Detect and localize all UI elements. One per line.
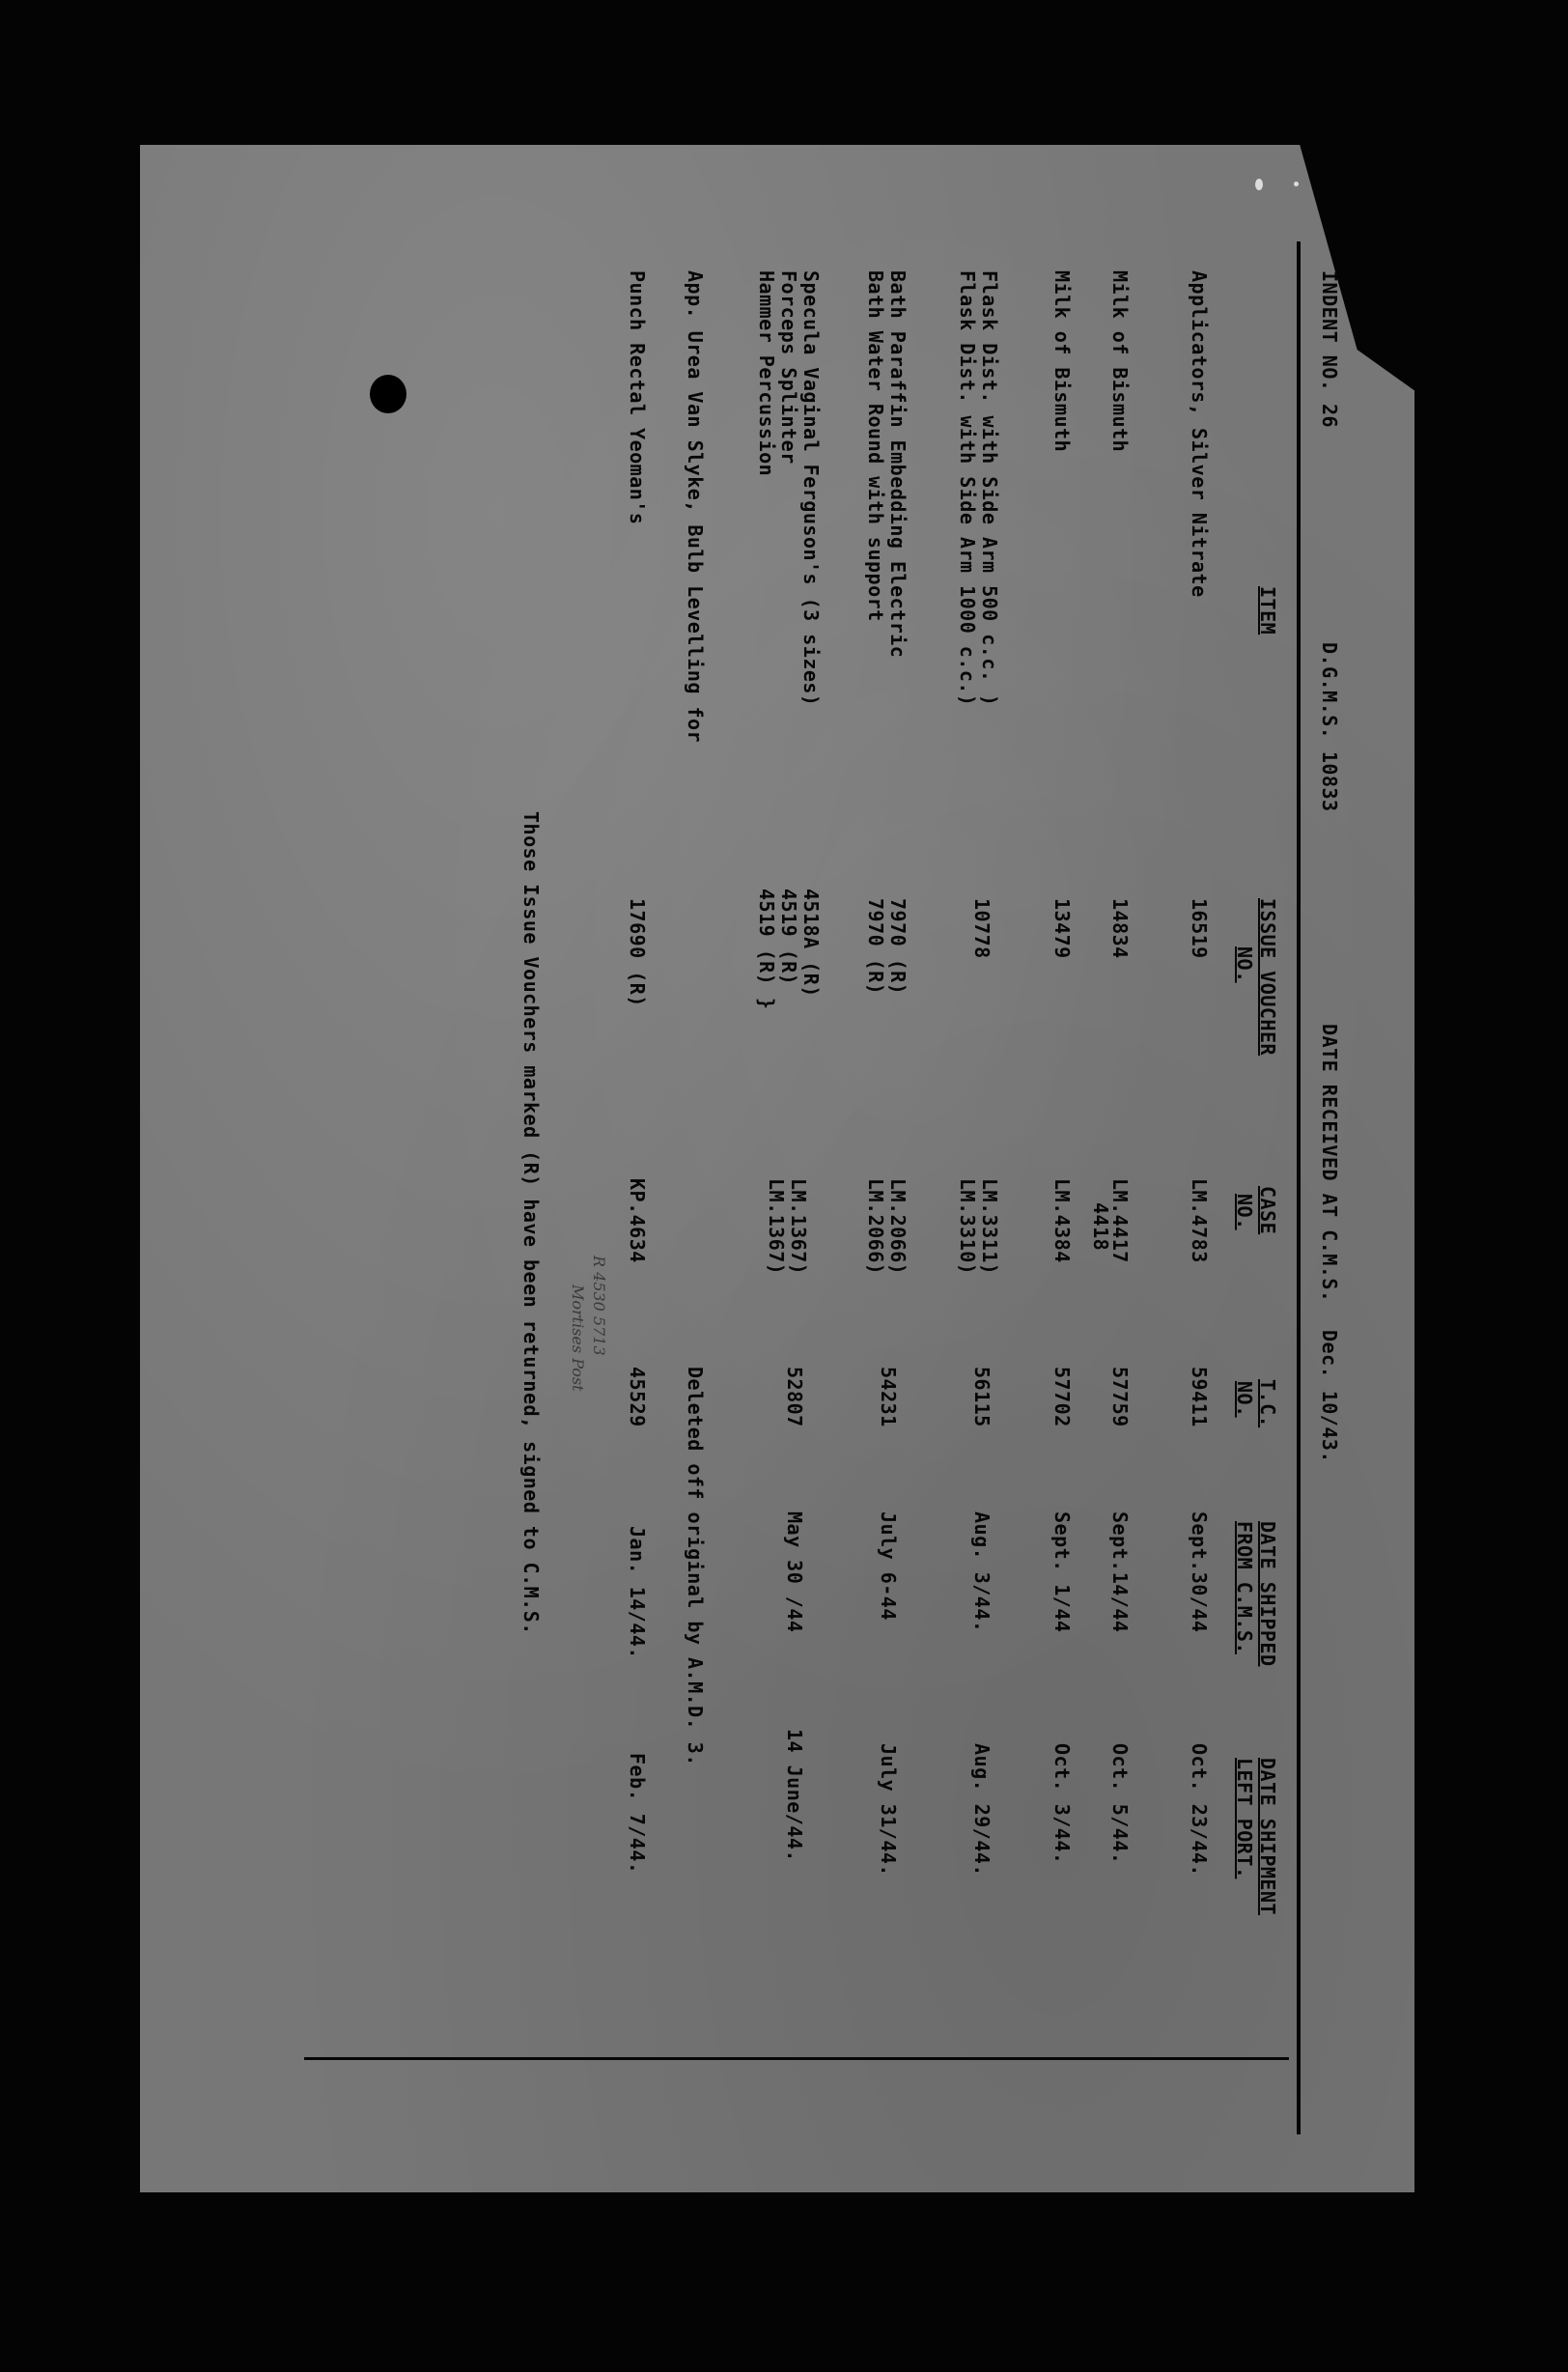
row-left-port: Oct. 23/44. (1188, 1743, 1211, 1877)
row-case-2: LM.3310) (956, 1178, 979, 1276)
row-left-port: Oct. 3/44. (1050, 1743, 1074, 1865)
row-case: KP.4634 (626, 1178, 649, 1263)
row-shipped: Sept. 1/44 (1050, 1511, 1074, 1633)
row-shipped: July 6-44 (877, 1511, 900, 1621)
typed-table (92, 261, 1347, 2192)
row-case: LM.2066) (886, 1178, 910, 1276)
row-deleted-note: Deleted off original by A.M.D. 3. (684, 1367, 707, 1766)
row-shipped: Sept.30/44 (1188, 1511, 1211, 1633)
row-tc: 52807 (783, 1367, 806, 1427)
row-voucher-2: 4519 (R) (777, 889, 800, 986)
row-shipped: May 30 /44 (783, 1511, 806, 1633)
row-voucher: 16519 (1188, 898, 1211, 959)
column-case-1: CASE (1256, 1186, 1279, 1235)
row-item: Punch Rectal Yeoman's (626, 270, 649, 525)
column-shipped-1: DATE SHIPPED (1256, 1521, 1279, 1667)
row-shipped: Jan. 14/44. (626, 1526, 649, 1659)
column-item: ITEM (1256, 586, 1279, 635)
row-voucher: 13479 (1050, 898, 1074, 959)
row-case: LM.1367) (787, 1178, 810, 1276)
row-case: LM.4384 (1050, 1178, 1074, 1263)
row-tc: 54231 (877, 1367, 900, 1427)
dust-mark (1255, 179, 1263, 190)
row-left-port: Aug. 29/44. (970, 1743, 994, 1877)
column-left-port-1: DATE SHIPMENT (1256, 1758, 1279, 1916)
row-item: App. Urea Van Slyke, Bulb Levelling for (684, 270, 707, 744)
row-left-port: 14 June/44. (783, 1729, 806, 1862)
row-voucher-2: 7970 (R) (864, 898, 887, 996)
row-tc: 57759 (1108, 1367, 1132, 1427)
row-item: Specula Vaginal Ferguson's (3 sizes) (799, 270, 823, 707)
row-left-port: Feb. 7/44. (626, 1753, 649, 1875)
date-received-value: Dec. 10/43. (1318, 1330, 1341, 1463)
row-case: LM.4417 (1108, 1178, 1132, 1263)
row-case-2: LM.1367) (765, 1178, 788, 1276)
row-shipped: Sept.14/44 (1108, 1511, 1132, 1633)
row-item: Applicators, Silver Nitrate (1188, 270, 1211, 598)
row-item-2: Forceps Splinter (777, 270, 800, 465)
column-voucher-1: ISSUE VOUCHER (1256, 898, 1279, 1057)
row-tc: 59411 (1188, 1367, 1211, 1427)
row-voucher: 7970 (R) (886, 898, 910, 996)
row-case-2: LM.2066) (864, 1178, 887, 1276)
row-left-port: Oct. 5/44. (1108, 1743, 1132, 1865)
row-tc: 56115 (970, 1367, 994, 1427)
row-item: Bath Paraffin Embedding Electric (886, 270, 910, 659)
row-item-3: Hammer Percussion (755, 270, 778, 477)
row-item-2: Bath Water Round with support (864, 270, 887, 622)
column-tc-2: NO. (1233, 1381, 1256, 1418)
row-voucher: 10778 (970, 898, 994, 959)
dust-mark (1294, 182, 1299, 186)
date-received-label: DATE RECEIVED AT C.M.S. (1318, 1024, 1341, 1303)
row-case-2: 4418 (1089, 1202, 1112, 1252)
row-item: Milk of Bismuth (1050, 270, 1074, 453)
right-margin-rule (304, 2057, 1289, 2060)
handwritten-note-1: R 4530 5713 (590, 1256, 608, 1356)
handwritten-note-2: Mortises Post (569, 1285, 587, 1392)
indent-number: INDENT NO. 26 (1318, 270, 1341, 429)
row-voucher: 14834 (1108, 898, 1132, 959)
row-voucher-3: 4519 (R) } (755, 889, 778, 1010)
row-voucher: 17690 (R) (626, 898, 649, 1007)
column-case-2: NO. (1233, 1194, 1256, 1230)
column-left-port-2: LEFT PORT. (1233, 1758, 1256, 1879)
column-voucher-2: NO. (1233, 946, 1256, 983)
dgms-number: D.G.M.S. 10833 (1318, 642, 1341, 812)
row-shipped: Aug. 3/44. (970, 1511, 994, 1633)
row-case: LM.4783 (1188, 1178, 1211, 1263)
row-item: Milk of Bismuth (1108, 270, 1132, 453)
row-item-2: Flask Dist. with Side Arm 1000 c.c.) (956, 270, 979, 707)
column-tc-1: T.C. (1256, 1379, 1279, 1428)
footer-note: Those Issue Vouchers marked (R) have been returned, signed to C.M.S. (519, 811, 543, 1635)
row-left-port: July 31/44. (877, 1743, 900, 1877)
column-shipped-2: FROM C.M.S. (1233, 1521, 1256, 1654)
row-voucher: 4518A (R) (799, 889, 823, 998)
row-tc: 57702 (1050, 1367, 1074, 1427)
row-item: Flask Dist. with Side Arm 500 c.c. ) (978, 270, 1001, 707)
header-rule (1297, 241, 1301, 2134)
row-tc: 45529 (626, 1367, 649, 1427)
row-case: LM.3311) (978, 1178, 1001, 1276)
